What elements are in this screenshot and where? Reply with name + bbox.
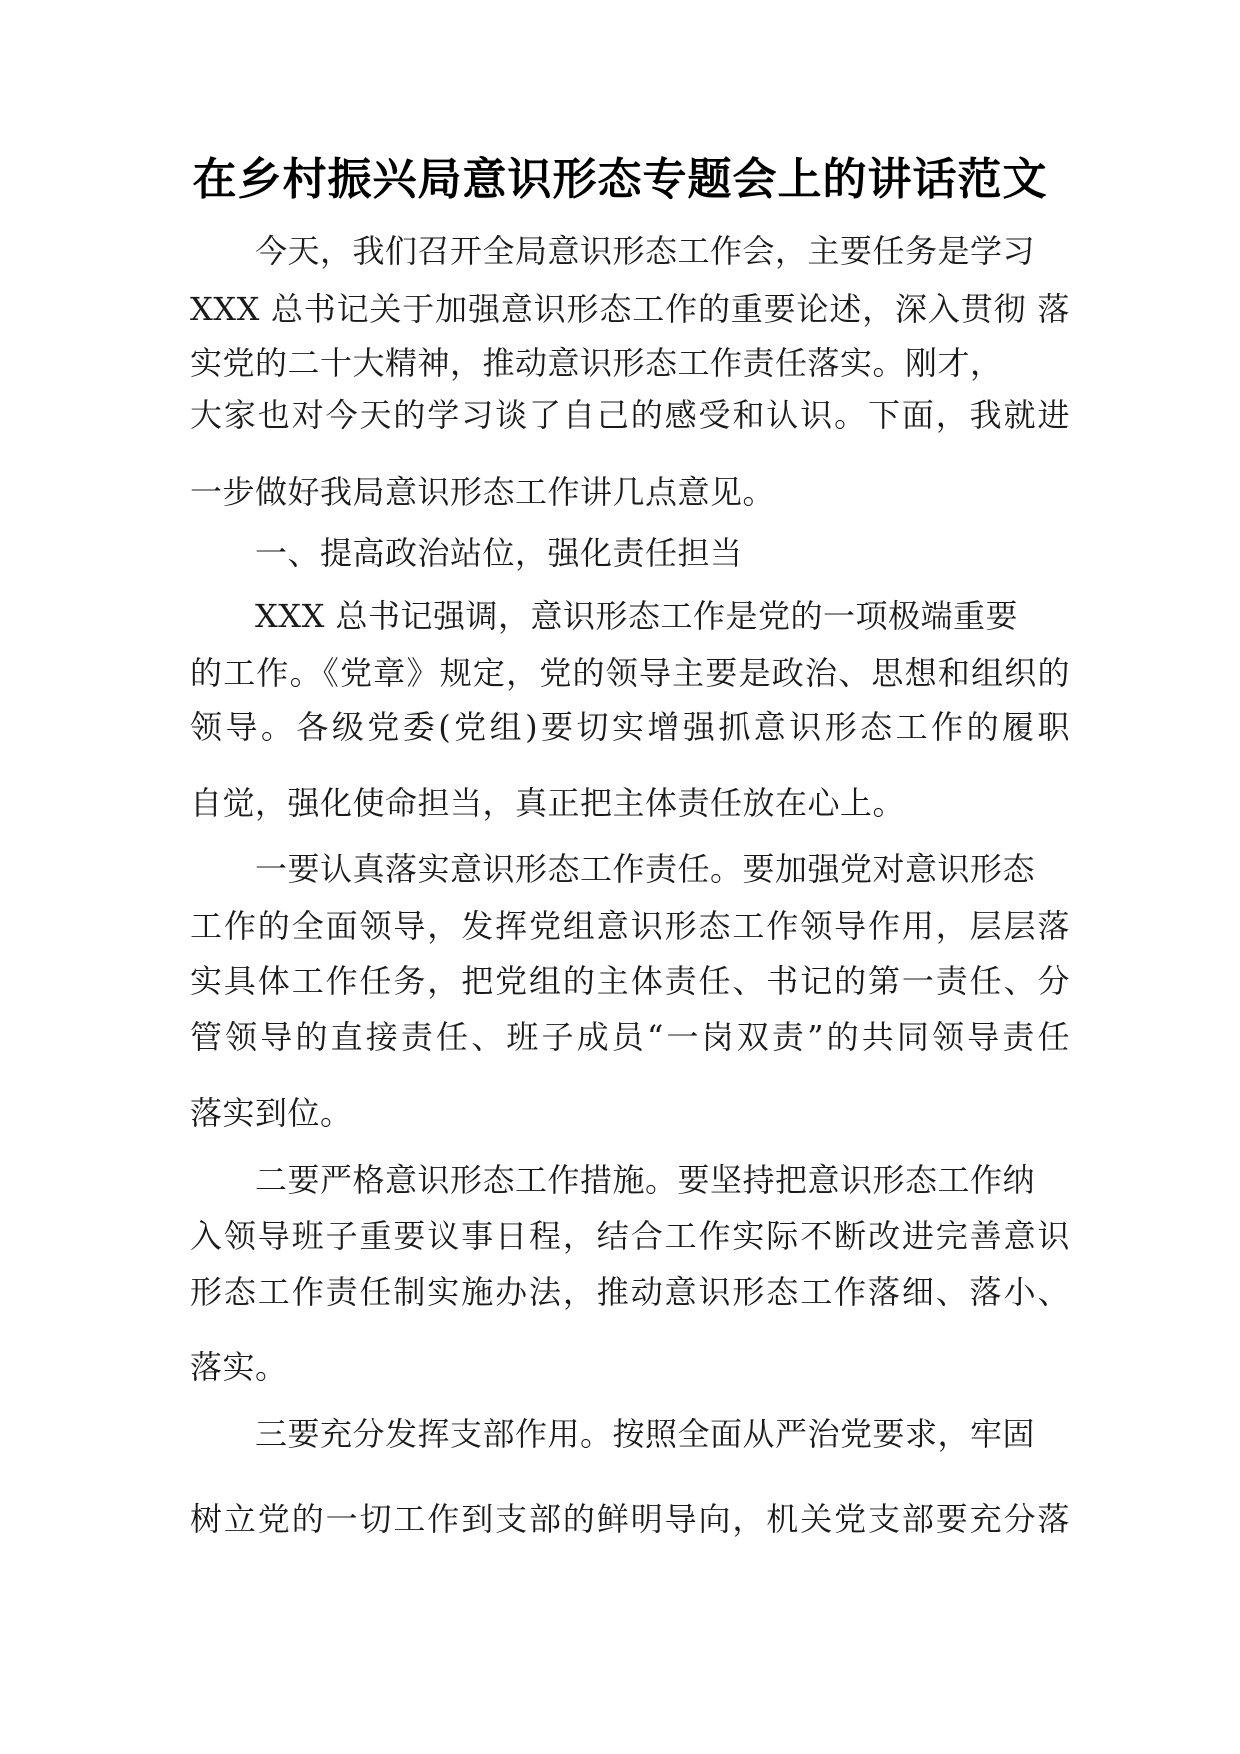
text-line-1: 今天，我们召开全局意识形态工作会，主要任务是学习 (255, 232, 1036, 270)
text-line-13: 实具体工作任务，把党组的主体责任、书记的第一责任、分 (190, 962, 1070, 1000)
text-line-21: 树立党的一切工作到支部的鲜明导向，机关党支部要充分落 (190, 1500, 1070, 1538)
text-line-12: 工作的全面领导，发挥党组意识形态工作领导作用，层层落 (190, 907, 1070, 945)
text-line-16: 二要严格意识形态工作措施。要坚持把意识形态工作纳 (255, 1161, 1036, 1199)
text-line-17: 入领导班子重要议事日程，结合工作实际不断改进完善意识 (190, 1217, 1070, 1255)
text-line-9: 领导。各级党委(党组)要切实增强抓意识形态工作的履职 (190, 708, 1070, 746)
section-heading-1: 一、提高政治站位，强化责任担当 (255, 534, 743, 572)
text-line-15: 落实到位。 (190, 1094, 353, 1132)
text-line-14: 管领导的直接责任、班子成员“一岗双责”的共同领导责任 (190, 1018, 1070, 1056)
text-line-10: 自觉，强化使命担当，真正把主体责任放在心上。 (190, 784, 906, 822)
text-line-18: 形态工作责任制实施办法，推动意识形态工作落细、落小、 (190, 1273, 1070, 1311)
text-line-2: XXX 总书记关于加强意识形态工作的重要论述，深入贯彻 落 (190, 290, 1070, 328)
text-line-20: 三要充分发挥支部作用。按照全面从严治党要求，牢固 (255, 1415, 1036, 1453)
text-line-4: 大家也对今天的学习谈了自己的感受和认识。下面，我就进 (190, 396, 1070, 434)
text-line-8: 的工作。《党章》规定，党的领导主要是政治、思想和组织的 (190, 654, 1070, 692)
document-title: 在乡村振兴局意识形态专题会上的讲话范文 (192, 154, 1048, 205)
text-line-19: 落实。 (190, 1348, 288, 1386)
text-line-3: 实党的二十大精神，推动意识形态工作责任落实。刚才， (190, 344, 1003, 382)
text-line-5: 一步做好我局意识形态工作讲几点意见。 (190, 473, 776, 511)
text-line-7: XXX 总书记强调，意识形态工作是党的一项极端重要 (255, 597, 1019, 635)
text-line-11: 一要认真落实意识形态工作责任。要加强党对意识形态 (255, 850, 1036, 888)
